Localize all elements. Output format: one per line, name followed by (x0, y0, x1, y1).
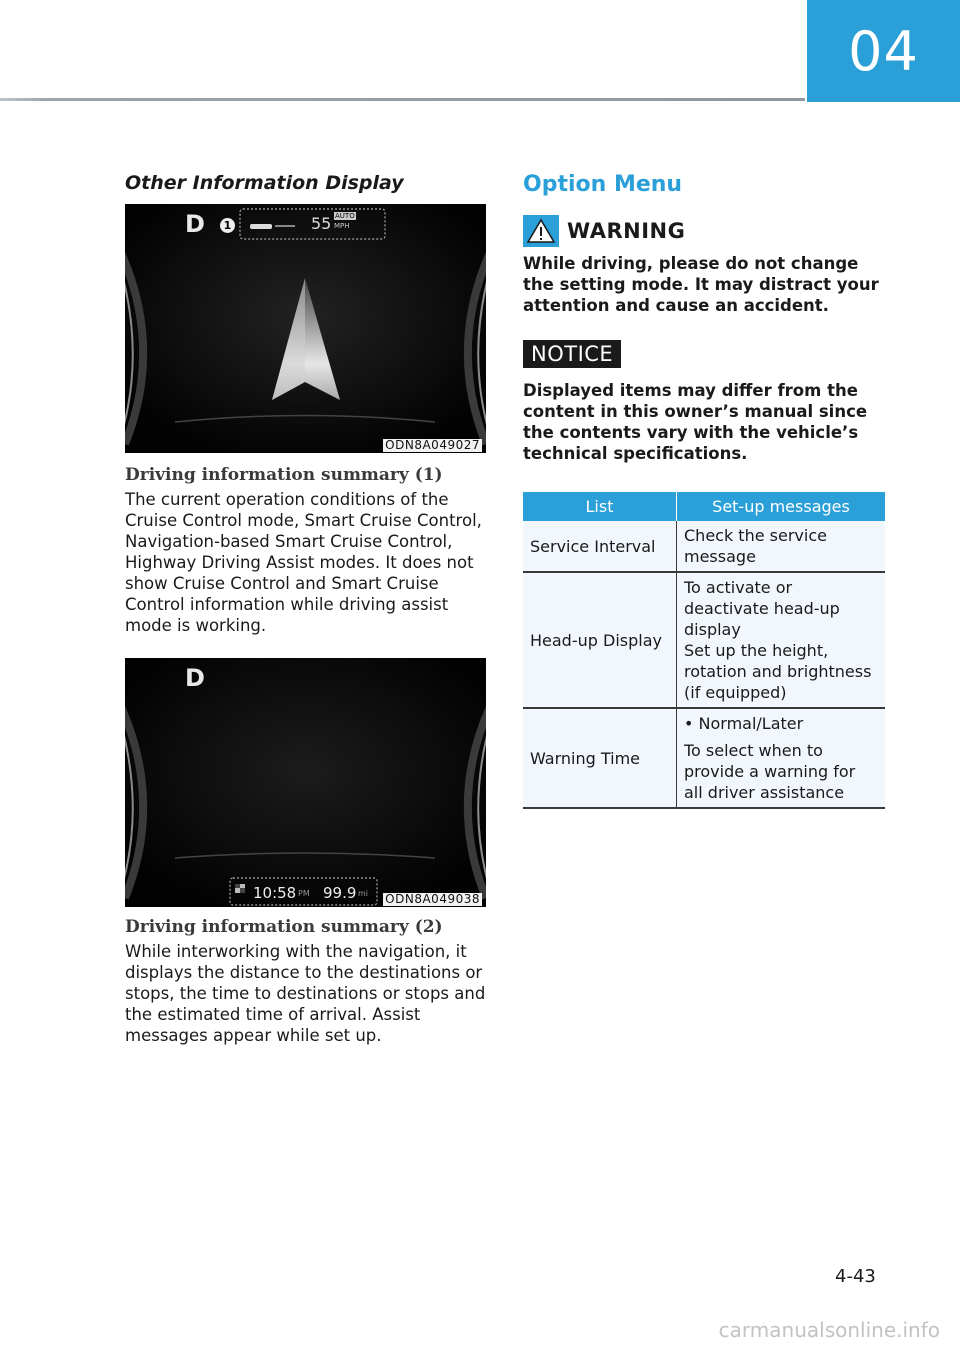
distance-unit: mi (358, 889, 369, 898)
speed-badge-bottom: MPH (334, 222, 350, 230)
table-cell-message (677, 708, 886, 808)
message-line: To activate or deactivate head-up display (684, 578, 840, 639)
warning-label: WARNING (567, 219, 686, 243)
warning-triangle-icon (523, 215, 559, 247)
cluster-figure-2 (125, 658, 486, 907)
gear-indicator: D (185, 664, 205, 692)
setup-messages-table (523, 492, 885, 809)
remaining-distance: 99.9 (323, 884, 357, 902)
page-number: 4-43 (835, 1266, 876, 1287)
paragraph-summary-1: The current operation conditions of the Cruise Control mode, Smart Cruise Control, Navigation-based Smart Cruise Control, Highway Driving Assist modes. It does not show Cruise Control and Smart Cruise Control information while driving assist mode is working. (125, 490, 482, 635)
warning-text: While driving, please do not change the setting mode. It may distract your attention and cause an accident. (523, 254, 879, 315)
message-line: Check the service message (684, 526, 827, 566)
table-cell-item: Warning Time (523, 708, 677, 808)
right-column (523, 172, 885, 809)
option-menu-title: Option Menu (523, 172, 683, 197)
message-bullet: • Normal/Later (684, 714, 804, 733)
gear-indicator: D (185, 210, 205, 238)
speed-badge-top: AUTO (335, 212, 355, 220)
table-header-setup: Set-up messages (677, 492, 886, 521)
left-column (125, 172, 487, 1046)
caption-summary-2: Driving information summary (2) (125, 917, 443, 937)
table-cell-item: Head-up Display (523, 572, 677, 708)
header-rule (0, 98, 805, 101)
cluster-illustration-1 (125, 204, 486, 453)
chapter-tab (807, 0, 960, 102)
table-cell-item: Service Interval (523, 521, 677, 572)
notice-text: Displayed items may differ from the content in this owner’s manual since the contents vary with the vehicle’s technical specifications. (523, 381, 868, 463)
warning-heading (523, 215, 885, 247)
table-cell-message (677, 521, 886, 572)
table-row (523, 521, 885, 572)
table-cell-message (677, 572, 886, 708)
cluster-figure-1 (125, 204, 486, 453)
message-line: To select when to provide a warning for all driver assistance (684, 741, 856, 802)
table-header-row (523, 492, 885, 521)
set-speed: 55 (311, 214, 332, 233)
table-row (523, 708, 885, 808)
arrival-ampm: PM (298, 889, 310, 898)
arrival-time: 10:58 (253, 884, 297, 902)
cluster-illustration-2 (125, 658, 486, 907)
message-line: Set up the height, rotation and brightness (if equipped) (684, 641, 872, 702)
chapter-number: 04 (848, 19, 919, 83)
table-row (523, 572, 885, 708)
notice-label: NOTICE (523, 340, 621, 368)
section-title: Other Information Display (125, 172, 404, 194)
figure-code-2: ODN8A049038 (385, 892, 480, 906)
watermark: carmanualsonline.info (718, 1318, 940, 1342)
caption-summary-1: Driving information summary (1) (125, 465, 443, 485)
figure-code-1: ODN8A049027 (385, 438, 480, 452)
paragraph-summary-2: While interworking with the navigation, it displays the distance to the destinations or stops, the time to destinations or stops and the estimated time of arrival. Assist messages appear while set up. (125, 942, 486, 1045)
callout-number: 1 (220, 218, 235, 233)
table-header-list: List (523, 492, 677, 521)
